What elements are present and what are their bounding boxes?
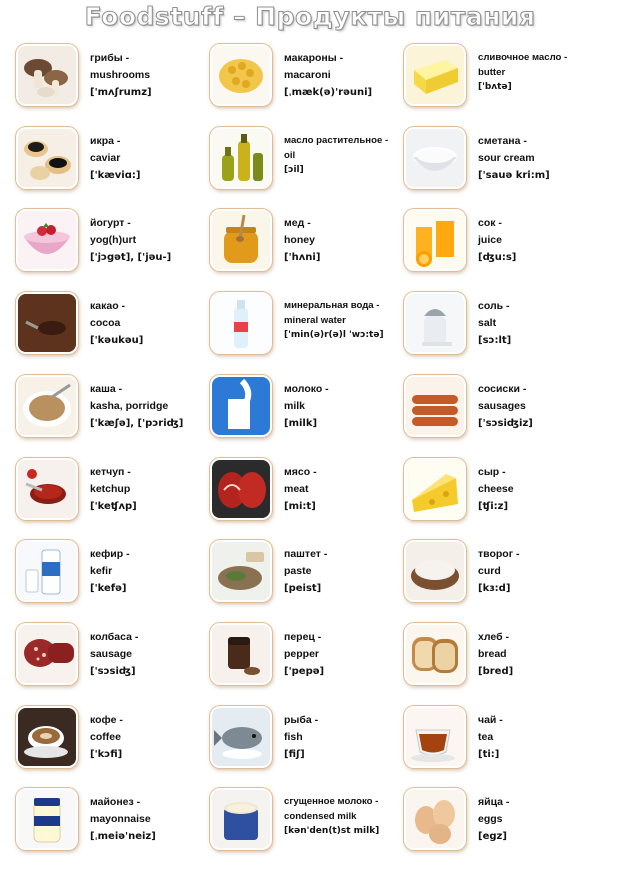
food-name-en: cheese <box>478 483 514 495</box>
food-text <box>90 464 220 515</box>
condensed-milk-icon <box>210 788 272 850</box>
food-name-en: mayonnaise <box>90 813 151 825</box>
food-text <box>90 712 220 763</box>
food-name-en: cocoa <box>90 317 121 329</box>
food-transcription: ['kæʃə], ['pɔriʤ] <box>90 418 184 429</box>
food-item <box>404 458 604 530</box>
food-name-en: juice <box>478 234 502 246</box>
food-name-ru: соль - <box>478 300 510 312</box>
food-text <box>478 133 608 184</box>
oil-icon <box>210 127 272 189</box>
mineral-water-icon <box>210 292 272 354</box>
food-text <box>284 464 414 515</box>
food-transcription: [ʤu:s] <box>478 252 517 263</box>
food-item <box>210 127 410 199</box>
food-text <box>90 381 220 432</box>
butter-icon <box>404 44 466 106</box>
food-text <box>90 298 220 349</box>
meat-icon <box>210 458 272 520</box>
porridge-icon <box>16 375 78 437</box>
food-transcription: [milk] <box>284 418 318 429</box>
food-item <box>404 375 604 447</box>
food-name-ru: сметана - <box>478 135 527 147</box>
food-transcription: ['keʧʌp] <box>90 501 137 512</box>
food-item <box>16 375 216 447</box>
food-name-ru: перец - <box>284 631 322 643</box>
food-name-ru: сыр - <box>478 466 506 478</box>
food-item <box>210 540 410 612</box>
food-name-en: bread <box>478 648 507 660</box>
food-name-ru: сок - <box>478 217 502 229</box>
food-item <box>210 788 410 860</box>
food-name-ru: сосиски - <box>478 383 527 395</box>
food-transcription: [ˌmæk(ə)'rəuni] <box>284 87 373 98</box>
food-name-en: pepper <box>284 648 320 660</box>
food-item <box>16 788 216 860</box>
food-text <box>284 794 414 839</box>
food-name-ru: макароны - <box>284 52 344 64</box>
food-name-ru: колбаса - <box>90 631 139 643</box>
food-name-ru: яйца - <box>478 796 510 808</box>
food-item <box>16 540 216 612</box>
food-text <box>478 215 608 266</box>
food-item <box>404 788 604 860</box>
food-name-ru: какао - <box>90 300 126 312</box>
food-item <box>210 623 410 695</box>
food-name-ru: грибы - <box>90 52 130 64</box>
food-name-en: sour cream <box>478 152 535 164</box>
page-title: Foodstuff – Продукты питания <box>84 2 536 31</box>
food-transcription: ['kæviɑ:] <box>90 170 141 181</box>
food-item <box>16 292 216 364</box>
food-item <box>16 706 216 778</box>
food-name-ru: кетчуп - <box>90 466 131 478</box>
food-name-en: coffee <box>90 731 121 743</box>
food-transcription: ['kefə] <box>90 583 127 594</box>
food-transcription: ['kɔfi] <box>90 749 123 760</box>
food-transcription: ['hʌni] <box>284 252 321 263</box>
food-name-ru: чай - <box>478 714 503 726</box>
food-name-ru: кофе - <box>90 714 123 726</box>
food-name-ru: сгущенное молоко - <box>284 796 379 807</box>
food-item <box>210 292 410 364</box>
food-name-en: meat <box>284 483 309 495</box>
caviar-icon <box>16 127 78 189</box>
food-item <box>210 458 410 530</box>
curd-icon <box>404 540 466 602</box>
food-text <box>90 794 220 845</box>
food-text <box>284 215 414 266</box>
food-text <box>478 629 608 680</box>
food-transcription: [egz] <box>478 831 507 842</box>
food-name-ru: рыба - <box>284 714 319 726</box>
food-name-ru: масло растительное - <box>284 135 389 146</box>
food-text <box>478 50 608 95</box>
yogurt-icon <box>16 209 78 271</box>
food-transcription: [fiʃ] <box>284 749 305 760</box>
food-text <box>284 629 414 680</box>
food-name-ru: йогурт - <box>90 217 131 229</box>
food-text <box>284 50 414 101</box>
food-item <box>210 375 410 447</box>
food-name-ru: сливочное масло - <box>478 52 568 63</box>
food-item <box>210 706 410 778</box>
food-name-ru: молоко - <box>284 383 329 395</box>
kefir-icon <box>16 540 78 602</box>
eggs-icon <box>404 788 466 850</box>
food-item <box>16 458 216 530</box>
food-transcription: [ʧi:z] <box>478 501 509 512</box>
pepper-icon <box>210 623 272 685</box>
food-text <box>478 381 608 432</box>
food-name-en: fish <box>284 731 303 743</box>
food-item <box>16 44 216 116</box>
food-name-ru: хлеб - <box>478 631 509 643</box>
food-item <box>404 209 604 281</box>
food-text <box>478 712 608 763</box>
food-item <box>404 292 604 364</box>
food-name-ru: творог - <box>478 548 520 560</box>
food-text <box>90 133 220 184</box>
food-transcription: ['bʌtə] <box>478 82 512 92</box>
food-transcription: ['sɔsiʤ] <box>90 666 136 677</box>
food-item <box>404 44 604 116</box>
salt-icon <box>404 292 466 354</box>
sausages-icon <box>404 375 466 437</box>
food-name-en: curd <box>478 565 501 577</box>
food-transcription: ['sɔsiʤiz] <box>478 418 533 429</box>
food-text <box>284 133 414 178</box>
ketchup-icon <box>16 458 78 520</box>
mayonnaise-icon <box>16 788 78 850</box>
food-name-en: sausage <box>90 648 133 660</box>
milk-icon <box>210 375 272 437</box>
food-name-ru: мясо - <box>284 466 317 478</box>
food-name-en: mushrooms <box>90 69 151 81</box>
food-text <box>284 298 414 343</box>
food-name-en: condensed milk <box>284 811 357 822</box>
food-transcription: [peist] <box>284 583 322 594</box>
food-name-en: kasha, porridge <box>90 400 169 412</box>
sausage-icon <box>16 623 78 685</box>
macaroni-icon <box>210 44 272 106</box>
food-text <box>478 794 608 845</box>
food-transcription: ['pepə] <box>284 666 325 677</box>
food-item <box>16 623 216 695</box>
food-text <box>478 298 608 349</box>
food-text <box>284 381 414 432</box>
tea-icon <box>404 706 466 768</box>
food-text <box>90 629 220 680</box>
food-name-en: yog(h)urt <box>90 234 137 246</box>
honey-icon <box>210 209 272 271</box>
food-name-ru: минеральная вода - <box>284 300 380 311</box>
cheese-icon <box>404 458 466 520</box>
food-item <box>210 44 410 116</box>
food-name-en: butter <box>478 67 506 78</box>
food-name-en: milk <box>284 400 306 412</box>
coffee-icon <box>16 706 78 768</box>
food-transcription: [kən'den(t)st milk] <box>284 826 380 836</box>
food-name-en: macaroni <box>284 69 331 81</box>
food-name-en: oil <box>284 150 296 161</box>
food-name-en: paste <box>284 565 312 577</box>
food-name-en: ketchup <box>90 483 131 495</box>
food-transcription: [bred] <box>478 666 514 677</box>
food-name-en: mineral water <box>284 315 346 326</box>
food-transcription: [ɔil] <box>284 165 304 175</box>
food-item <box>404 706 604 778</box>
fish-icon <box>210 706 272 768</box>
food-transcription: [sɔ:lt] <box>478 335 512 346</box>
food-text <box>478 546 608 597</box>
food-item <box>16 209 216 281</box>
food-transcription: ['jɔgət], ['jəu-] <box>90 252 172 263</box>
food-transcription: ['sauə kri:m] <box>478 170 550 181</box>
food-item <box>404 540 604 612</box>
food-name-en: salt <box>478 317 497 329</box>
food-name-ru: каша - <box>90 383 123 395</box>
food-name-ru: паштет - <box>284 548 328 560</box>
food-transcription: [mi:t] <box>284 501 316 512</box>
food-text <box>478 464 608 515</box>
food-name-ru: мед - <box>284 217 311 229</box>
food-name-en: honey <box>284 234 315 246</box>
food-transcription: ['kəukəu] <box>90 335 144 346</box>
food-transcription: ['mʌʃrumz] <box>90 87 152 98</box>
food-item <box>16 127 216 199</box>
food-item <box>210 209 410 281</box>
food-item <box>404 623 604 695</box>
food-transcription: ['min(ə)r(ə)l 'wɔ:tə] <box>284 330 384 340</box>
food-text <box>90 50 220 101</box>
cocoa-icon <box>16 292 78 354</box>
food-name-en: tea <box>478 731 494 743</box>
food-name-ru: икра - <box>90 135 121 147</box>
sour-cream-icon <box>404 127 466 189</box>
food-name-ru: кефир - <box>90 548 130 560</box>
juice-icon <box>404 209 466 271</box>
bread-icon <box>404 623 466 685</box>
food-name-en: kefir <box>90 565 113 577</box>
food-text <box>90 546 220 597</box>
food-name-en: caviar <box>90 152 121 164</box>
mushrooms-icon <box>16 44 78 106</box>
food-name-en: sausages <box>478 400 526 412</box>
paste-icon <box>210 540 272 602</box>
food-name-ru: майонез - <box>90 796 141 808</box>
food-text <box>90 215 220 266</box>
food-text <box>284 712 414 763</box>
food-text <box>284 546 414 597</box>
food-transcription: [ti:] <box>478 749 500 760</box>
food-transcription: [ˌmeiə'neiz] <box>90 831 156 842</box>
food-item <box>404 127 604 199</box>
food-transcription: [kɜ:d] <box>478 583 511 594</box>
food-name-en: eggs <box>478 813 503 825</box>
